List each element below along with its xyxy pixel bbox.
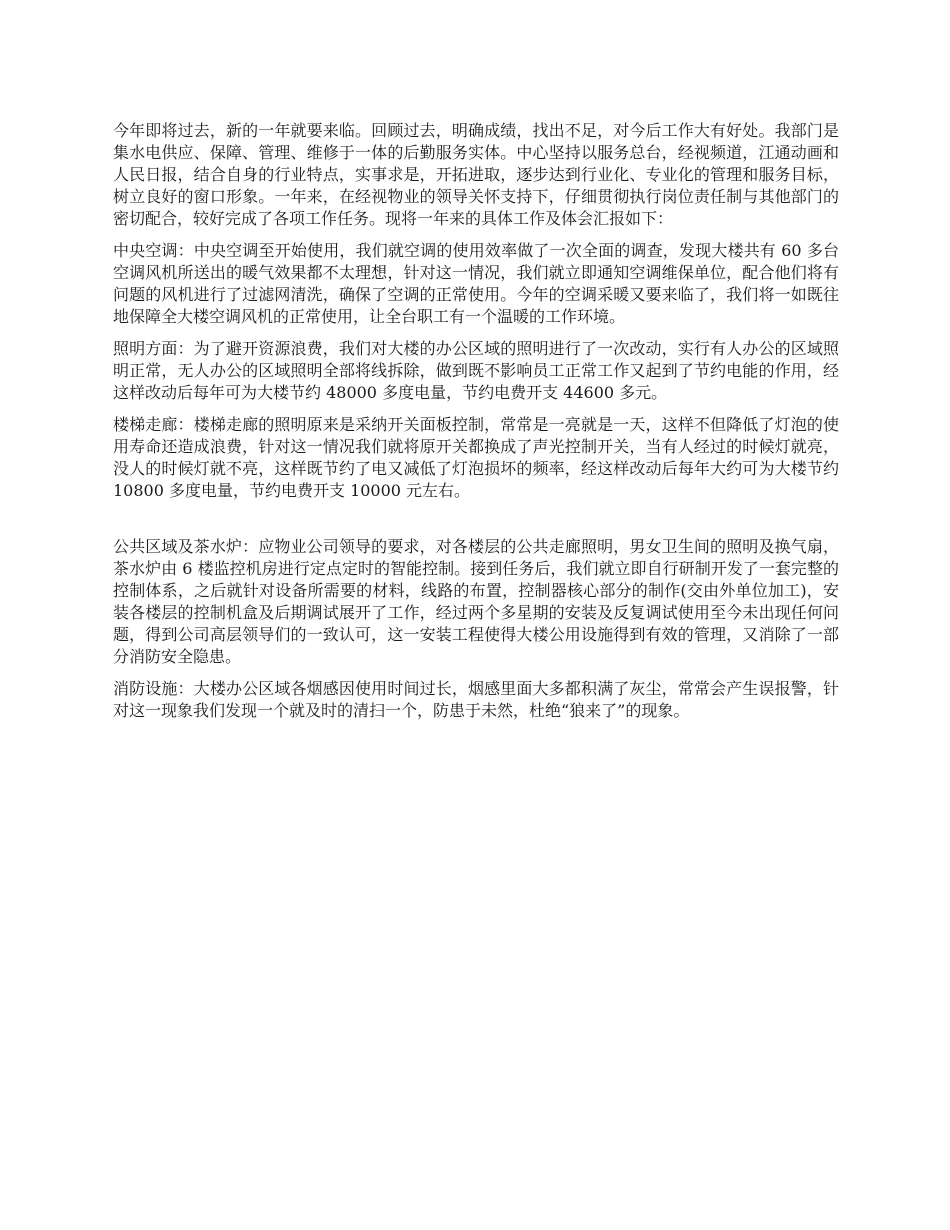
paragraph-lighting: 照明方面：为了避开资源浪费，我们对大楼的办公区域的照明进行了一次改动，实行有人办公的区域照明正常，无人办公的区域照明全部将线拆除，做到既不影响员工正常工作又起到了节约电能的作用，经这样改动后每年可为大楼节约 48000 多度电量，节约电费开支 44600 多元。 (113, 339, 839, 402)
document-page (113, 120, 839, 732)
paragraph-intro: 今年即将过去，新的一年就要来临。回顾过去，明确成绩，找出不足，对今后工作大有好处。我部门是集水电供应、保障、管理、维修于一体的后勤服务实体。中心坚持以服务总台，经视频道，江通动画和人民日报，结合自身的行业特点，实事求是，开拓进取，逐步达到行业化、专业化的管理和服务目标，树立良好的窗口形象。一年来，在经视物业的领导关怀支持下，仔细贯彻执行岗位责任制与其他部门的密切配合，较好完成了各项工作任务。现将一年来的具体工作及体会汇报如下： (113, 121, 839, 228)
paragraph-public-area: 公共区域及茶水炉：应物业公司领导的要求，对各楼层的公共走廊照明，男女卫生间的照明及换气扇，茶水炉由 6 楼监控机房进行定点定时的智能控制。接到任务后，我们就立即自行研制开发了一套完整的控制体系，之后就针对设备所需要的材料，线路的布置，控制器核心部分的制作(交由外单位加工)，安装各楼层的控制机盒及后期调试展开了工作，经过两个多星期的安装及反复调试使用至今未出现任何问题，得到公司高层领导们的一致认可，这一安装工程使得大楼公用设施得到有效的管理，又消除了一部分消防安全隐患。 (113, 537, 839, 666)
paragraph-fire-safety: 消防设施：大楼办公区域各烟感因使用时间过长，烟感里面大多都积满了灰尘，常常会产生误报警，针对这一现象我们发现一个就及时的清扫一个，防患于未然，杜绝“狼来了”的现象。 (113, 679, 839, 720)
paragraph-central-ac: 中央空调：中央空调至开始使用，我们就空调的使用效率做了一次全面的调查，发现大楼共有 60 多台空调风机所送出的暖气效果都不太理想，针对这一情况，我们就立即通知空调维保单位，配合他们将有问题的风机进行了过滤网清洗，确保了空调的正常使用。今年的空调采暖又要来临了，我们将一如既往地保障全大楼空调风机的正常使用，让全台职工有一个温暖的工作环境。 (113, 241, 839, 326)
paragraph-stairway: 楼梯走廊：楼梯走廊的照明原来是采纳开关面板控制，常常是一亮就是一天，这样不但降低了灯泡的使用寿命还造成浪费，针对这一情况我们就将原开关都换成了声光控制开关，当有人经过的时候灯就亮，没人的时候灯就不亮，这样既节约了电又减低了灯泡损坏的频率，经这样改动后每年大约可为大楼节约 10800 多度电量，节约电费开支 10000 元左右。 (113, 415, 839, 500)
